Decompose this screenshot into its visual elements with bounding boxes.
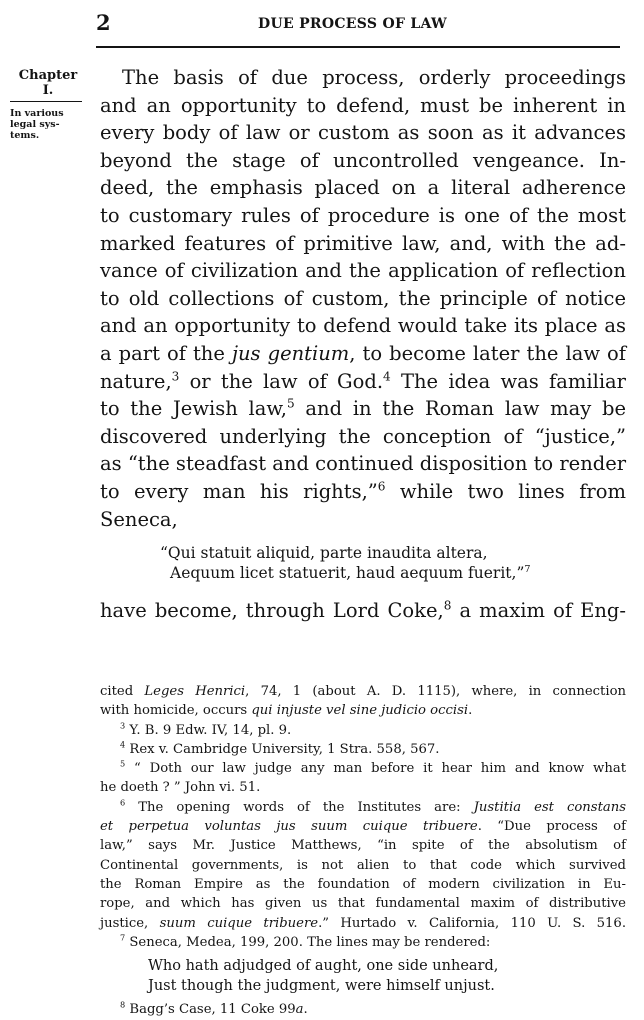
body-line: The basis of due process, orderly proceedings (122, 66, 626, 89)
body-line: marked features of primitive law, and, with the ad- (100, 231, 626, 255)
footnote-ref: 5 (287, 396, 295, 411)
footnote-ref: 7 (524, 563, 531, 575)
footnote-8: $^8$ Bagg’s Case, 11 Coke 99a. (120, 999, 308, 1018)
body-line: to customary rules of procedure is one of the most (100, 203, 626, 227)
footnote-line: justice, suum cuique tribuere.” Hurtado v. California, 110 U. S. 516. (100, 915, 627, 931)
footnote-3: $^3$ Y. B. 9 Edw. IV, 14, pl. 9. (120, 720, 292, 738)
sidenote-line: legal sys- (10, 119, 60, 130)
header-rule (96, 46, 620, 48)
footnote-7: $^7$ Seneca, Medea, 199, 200. The lines may be rendered: (120, 932, 491, 950)
body-line: beyond the stage of uncontrolled vengeance. In- (100, 148, 626, 172)
footnote-5: $^5$ “ Doth our law judge any man before it hear him and know what (120, 758, 626, 777)
body-line: a part of the jus gentium, to become later the law of (100, 341, 627, 365)
italic-term: jus gentium (231, 341, 350, 365)
footnote-ref: 3 (171, 369, 180, 384)
translation-verse (100, 956, 626, 996)
sidenote-rule (10, 101, 82, 102)
body-line: every body of law or custom as soon as it advances (100, 121, 626, 145)
body-line: vance of civilization and the application of reflection (100, 259, 626, 283)
sidenote-line: tems. (10, 130, 40, 141)
page-header (0, 0, 644, 52)
body-line: to every man his rights,”$^6$ while two lines from (100, 479, 626, 503)
body-line: to old collections of custom, the principle of notice (100, 286, 626, 310)
footnote-4: $^4$ Rex v. Cambridge University, 1 Stra. 558, 567. (120, 739, 440, 757)
footnotes (100, 682, 626, 1019)
footnote-ref: 4 (383, 369, 391, 384)
footnote-6: $^6$ The opening words of the Institutes are: Justitia est constans (120, 797, 626, 815)
verse-line: Who hath adjudged of aught, one side unheard, (148, 958, 499, 975)
sidenote-chapter-number: I. (42, 83, 54, 98)
footnote-line: the Roman Empire as the foundation of modern civilization in Eu- (100, 876, 626, 892)
body-line: Seneca, (100, 507, 178, 531)
quote-line: Aequum licet statuerit, haud aequum fuerit,”$^7$ (170, 563, 531, 583)
footnote-ref: 8 (443, 598, 452, 613)
footnote-line: cited Leges Henrici, 74, 1 (about A. D. 1115), where, in connection (100, 684, 626, 699)
body-line: and an opportunity to defend, must be inherent in (100, 93, 626, 117)
block-quote (160, 543, 626, 583)
running-title: DUE PROCESS OF LAW (258, 16, 447, 32)
footnote-line: he doeth ? ” John vi. 51. (100, 780, 261, 796)
footnote-line: law,” says Mr. Justice Matthews, “in spite of the absolutism of (100, 838, 626, 854)
body-line: have become, through Lord Coke,$^8$ a maxim of Eng- (100, 598, 626, 623)
quote-line: “Qui statuit aliquid, parte inaudita altera, (160, 544, 488, 563)
body-line: nature,$^3$ or the law of God.$^4$ The idea was familiar (100, 369, 626, 393)
footnote-line: rope, and which has given us that fundamental maxim of distributive (100, 896, 626, 912)
page-number: 2 (96, 10, 111, 35)
footnote-line: Continental governments, is not alien to that code which survived (100, 857, 626, 873)
margin-sidenote (10, 68, 86, 141)
body-line: to the Jewish law,$^5$ and in the Roman law may be (100, 396, 626, 421)
body-line: deed, the emphasis placed on a literal adherence (100, 176, 626, 200)
verse-line: Just though the judgment, were himself unjust. (148, 978, 495, 995)
footnote-line: et perpetua voluntas jus suum cuique tribuere. “Due process of (100, 819, 626, 835)
footnote-ref: 6 (377, 479, 386, 494)
body-line: discovered underlying the conception of “justice,” (100, 424, 626, 448)
sidenote-chapter: Chapter (18, 68, 78, 83)
sidenote-line: In various (10, 108, 64, 119)
footnote-line: with homicide, occurs qui injuste vel sine judicio occisi. (100, 703, 473, 719)
body-text (100, 64, 626, 625)
body-line: and an opportunity to defend would take its place as (100, 314, 626, 338)
body-line: as “the steadfast and continued disposition to render (100, 452, 627, 476)
